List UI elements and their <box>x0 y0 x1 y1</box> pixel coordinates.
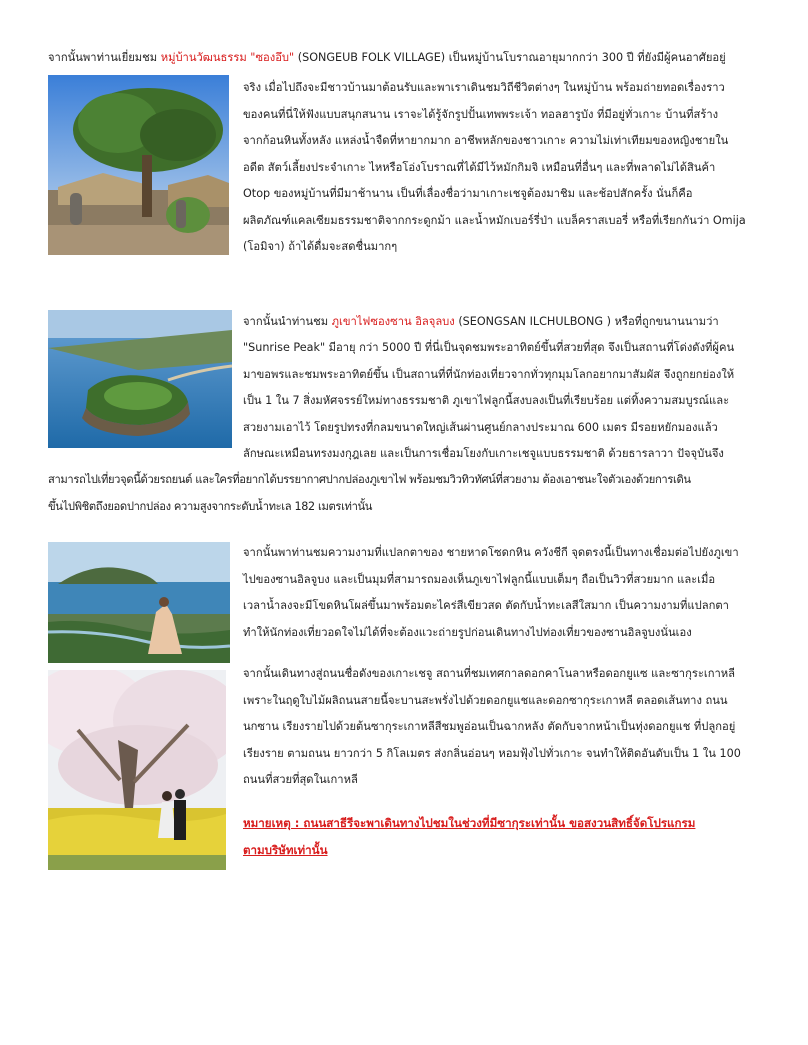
sunrise-peak-photo <box>48 310 232 448</box>
village-paragraph-first-line <box>48 45 768 72</box>
cherry-blossom-paragraph: จากนั้นเดินทางสู่ถนนชื่อดังของเกาะเชจู สถานที่ชมเทศกาลดอกคาโนลาหรือดอกยูแซ และซากุระเกาหลี เพราะในฤดูใบไม้ผลิถนนสายนี้จะบานสะพรั่งไปด้วยดอกยูแชและดอกซากุระเกาหลี ตลอดเส้นทาง ถนน นกซาน เรียงรายไปด้วยต้นซากุระเกาหลีสีชมพูอ่อนเป็นฉากหลัง ตัดกับจากหน้าเป็นทุ่งดอกยูแช ที่ปลูกอยู่ เรียงราย ตามถนน ยาวกว่า 5 กิโลเมตร ส่งกลิ่นอ่อนๆ หอมฟุ้งไปทั่วเกาะ จนทำให้ติดอันดับเป็น 1 ใน 100 ถนนที่สวยที่สุดในเกาหลี <box>243 667 741 786</box>
remark-note-line2: ตามบริษัทเท่านั้น <box>243 842 328 857</box>
village-first-line-rest: (SONGEUB FOLK VILLAGE) เป็นหมู่บ้านโบราณอายุมากกว่า 300 ปี ที่ยังมีผู้คนอาศัยอยู่ <box>294 51 726 64</box>
sunrise-peak-name-highlight: ภูเขาไฟซองซาน อิลจุลบง <box>331 315 455 328</box>
remark-note <box>243 810 783 863</box>
village-paragraph-body: จริง เมื่อไปถึงจะมีชาวบ้านมาต้อนรับและพาเราเดินชมวิถีชีวิตต่างๆ ในหมู่บ้าน พร้อมถ่ายทอดเรื่องราว ของคนที่นี่ให้ฟังแบบสนุกสนาน เราจะได้รู้จักรูปปั้นเทพพระเจ้า ทอลฮารูบัง ที่มีอยู่ทั่วเกาะ บ้านที่สร้าง จากก้อนหินทั้งหลัง แหล่งน้ำจืดที่หายากมาก อาชีพหลักของชาวเกาะ ความไม่เท่าเทียมของหญิงชายใน อดีต สัตว์เลี้ยงประจำเกาะ ไหหรือโอ่งโบราณที่ได้มีไว้หมักกิมจิ เหมือนที่อื่นๆ และที่พลาดไม่ได้สินค้า Otop ของหมู่บ้านที่มีมาช้านาน เป็นที่เลื่องชื่อว่ามาเกาะเชจูต้องมาชิม และช้อปสักครั้ง นั่นก็คือ ผลิตภัณฑ์แคลเซียมธรรมชาติจากกระดูกม้า และน้ำหมักเบอร์รี่ป่า แบล็คราสเบอรี่ หรือที่เรียกกันว่า Omija (โอมิจา) ถ้าได้ดื่มจะสดชื่นมากๆ <box>243 81 746 253</box>
village-lead-text: จากนั้นพาท่านเยี่ยมชม <box>48 51 161 64</box>
sunrise-peak-paragraph-tail: สามารถไปเที่ยวจุดนี้ด้วยรถยนต์ และใครที่อยากได้บรรยากาศปากปล่องภูเขาไฟ พร้อมชมวิวทิวทัศน์ที่สวยงาม ต้องเอาชนะใจตัวเองด้วยการเดิน ขึ้นไปพิชิตถึงยอดปากปล่อง ความสูงจากระดับน้ำทะเล 182 เมตรเท่านั้น <box>48 473 691 513</box>
village-name-highlight: หมู่บ้านวัฒนธรรม "ซองอึบ" <box>160 51 295 64</box>
sunrise-peak-paragraph-body: "Sunrise Peak" มีอายุ กว่า 5000 ปี ที่นี่เป็นจุดชมพระอาทิตย์ขึ้นที่สวยที่สุด จึงเป็นสถานที่โด่งดังที่ผู้คน มาขอพรและชมพระอาทิตย์ขึ้น เป็นสถานที่ที่นักท่องเที่ยวจากทั่วทุกมุมโลกอยากมาสัมผัส จึงถูกยกย่องให้ เป็น 1 ใน 7 สิ่งมหัศจรรย์ใหม่ทางธรรมชาติ ภูเขาไฟลูกนี้สงบลงเป็นที่เรียบร้อย แต่ทิ้งความสมบูรณ์และ สวยงามเอาไว้ โดยรูปทรงที่กลมขนาดใหญ่เส้นผ่านศูนย์กลางประมาณ 600 เมตร มีรอยหยักมองแล้ว ลักษณะเหมือนทรงมงกุฎเลย และเป็นการเชื่อมโยงกับเกาะเชจูแบบธรรมชาติ ด้วยธารลาวา ปัจจุบันจึง <box>243 341 735 460</box>
folk-village-photo <box>48 75 229 255</box>
cherry-blossom-road-photo <box>48 670 226 870</box>
beach-paragraph: จากนั้นพาท่านชมความงามที่แปลกตาของ ชายหาดโซดกหิน ควังชีกี จุดตรงนี้เป็นทางเชื่อมต่อไปยังภูเขา ไปของซานอิลจูบง และเป็นมุมที่สามารถมองเห็นภูเขาไฟลูกนี้แบบเต็มๆ ถือเป็นวิวที่สวยมาก และเมื่อ เวลาน้ำลงจะมีโขดหินโผล่ขึ้นมาพร้อมตะไคร่สีเขียวสด ตัดกับน้ำทะเลสีใสมาก เป็นความงามที่แปลกตา ทำให้นักท่องเที่ยวอดใจไม่ได้ที่จะต้องแวะถ่ายรูปก่อนเดินทางไปท่องเที่ยวของซานอิลจูบงนั่นเอง <box>243 546 739 639</box>
gwangchigi-beach-photo <box>48 542 230 663</box>
sunrise-peak-paragraph-first-line: จากนั้นนำท่านชม ภูเขาไฟซองซาน อิลจุลบง (SEONGSAN ILCHULBONG ) หรือที่ถูกขนานนามว่า <box>243 315 719 328</box>
remark-note-line1: หมายเหตุ : ถนนสาธีรีจะพาเดินทางไปชมในช่วงที่มีซากุระเท่านั้น ขอสงวนสิทธิ์จัดโปรแกรม <box>243 816 696 830</box>
